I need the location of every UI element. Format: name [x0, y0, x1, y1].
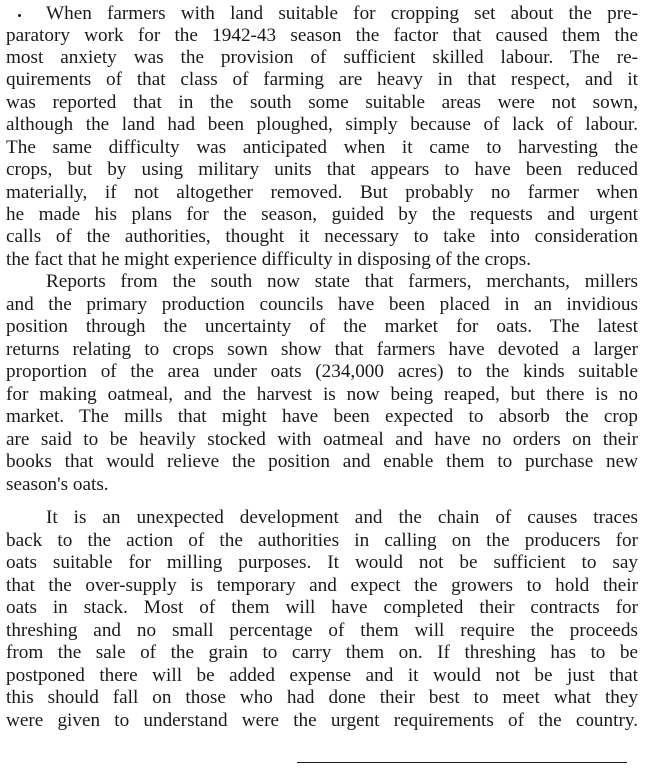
margin-dot	[18, 14, 21, 17]
text-line: was reported that in the south some suitable areas were not sown,	[6, 92, 638, 113]
text-line: It is an unexpected development and the chain of causes traces	[46, 507, 638, 528]
text-line: threshing and no small percentage of them will require the proceeds	[6, 620, 638, 641]
text-line: are said to be heavily stocked with oatmeal and have no orders on their	[6, 429, 638, 450]
text-line: materially, if not altogether removed. But probably no farmer when	[6, 182, 638, 203]
text-line: returns relating to crops sown show that farmers have devoted a larger	[6, 339, 638, 360]
text-line: postponed there will be added expense and it would not be just that	[6, 665, 638, 686]
text-line: calls of the authorities, thought it necessary to take into consideration	[6, 226, 638, 247]
text-line: he made his plans for the season, guided by the requests and urgent	[6, 204, 638, 225]
text-line: quirements of that class of farming are heavy in that respect, and it	[6, 69, 638, 90]
text-line: Reports from the south now state that farmers, merchants, millers	[46, 271, 638, 292]
text-line: position through the uncertainty of the market for oats. The latest	[6, 316, 638, 337]
text-line: oats in stack. Most of them will have completed their contracts for	[6, 597, 638, 618]
text-line: crops, but by using military units that appears to have been reduced	[6, 159, 638, 180]
text-line: The same difficulty was anticipated when it came to harvesting the	[6, 137, 638, 158]
text-line: although the land had been ploughed, simply because of lack of labour.	[6, 114, 638, 135]
text-line: back to the action of the authorities in calling on the producers for	[6, 530, 638, 551]
text-line: oats suitable for milling purposes. It would not be sufficient to say	[6, 552, 638, 573]
text-line: market. The mills that might have been expected to absorb the crop	[6, 406, 638, 427]
text-line: proportion of the area under oats (234,000 acres) to the kinds suitable	[6, 361, 638, 382]
text-line: for making oatmeal, and the harvest is now being reaped, but there is no	[6, 384, 638, 405]
text-line: most anxiety was the provision of sufficient skilled labour. The re-	[6, 47, 638, 68]
text-line: paratory work for the 1942-43 season the factor that caused them the	[6, 25, 638, 46]
text-line: the fact that he might experience difficulty in disposing of the crops.	[6, 249, 532, 270]
underline-rule	[297, 762, 627, 763]
text-line: season's oats.	[6, 474, 109, 495]
text-line: this should fall on those who had done their best to meet what they	[6, 687, 638, 708]
text-line: books that would relieve the position and enable them to purchase new	[6, 451, 638, 472]
text-line: were given to understand were the urgent requirements of the country.	[6, 710, 638, 731]
text-line: and the primary production councils have been placed in an invidious	[6, 294, 638, 315]
text-line: that the over-supply is temporary and expect the growers to hold their	[6, 575, 638, 596]
text-line: When farmers with land suitable for cropping set about the pre-	[46, 3, 638, 24]
text-line: from the sale of the grain to carry them on. If threshing has to be	[6, 642, 638, 663]
